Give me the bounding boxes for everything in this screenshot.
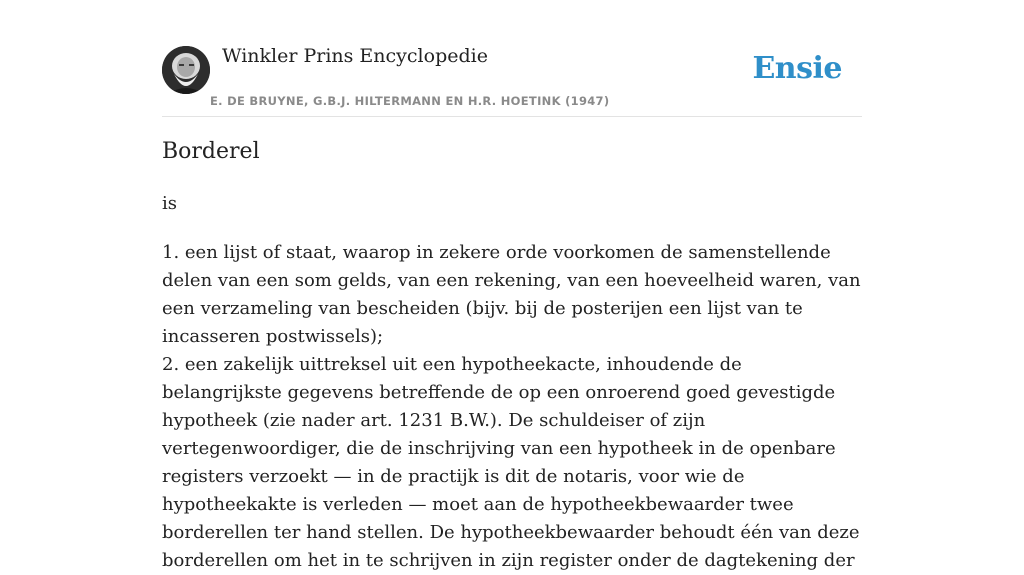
portrait-icon xyxy=(162,46,210,94)
article-title: Borderel xyxy=(162,139,260,164)
definition-paragraph: 1. een lijst of staat, waarop in zekere orde voorkomen de samenstellende delen van een som gelds, van een rekening, van een hoeveelheid waren, van een verzameling van bescheiden (bijv. bij de posterijen een lijst van te incasseren postwissels); xyxy=(162,242,861,347)
source-title[interactable]: Winkler Prins Encyclopedie xyxy=(222,45,488,67)
ensie-logo-link[interactable]: Ensie xyxy=(752,51,842,86)
page xyxy=(162,0,862,571)
source-header xyxy=(162,0,862,117)
author-avatar[interactable] xyxy=(162,46,210,94)
definition-paragraph: 2. een zakelijk uittreksel uit een hypotheekacte, inhoudende de belangrijkste gegevens betreffende de op een onroerend goed gevestigde hypotheek (zie nader art. 1231 B.W.). De schuldeiser of zijn vertegenwoordiger, die de inschrijving van een hypotheek in de openbare registers verzoekt — in de practijk is dit de notaris, voor wie de hypotheekakte is verleden — moet aan de hypotheekbewaarder twee borderellen ter hand stellen. De hypotheekbewaarder behoudt één van deze borderellen om het in te schrijven in zijn register onder de dagtekening der xyxy=(162,354,860,571)
source-authors: E. DE BRUYNE, G.B.J. HILTERMANN EN H.R. HOETINK (1947) xyxy=(210,94,610,108)
article-intro: is xyxy=(162,193,177,214)
article-body xyxy=(162,239,867,575)
